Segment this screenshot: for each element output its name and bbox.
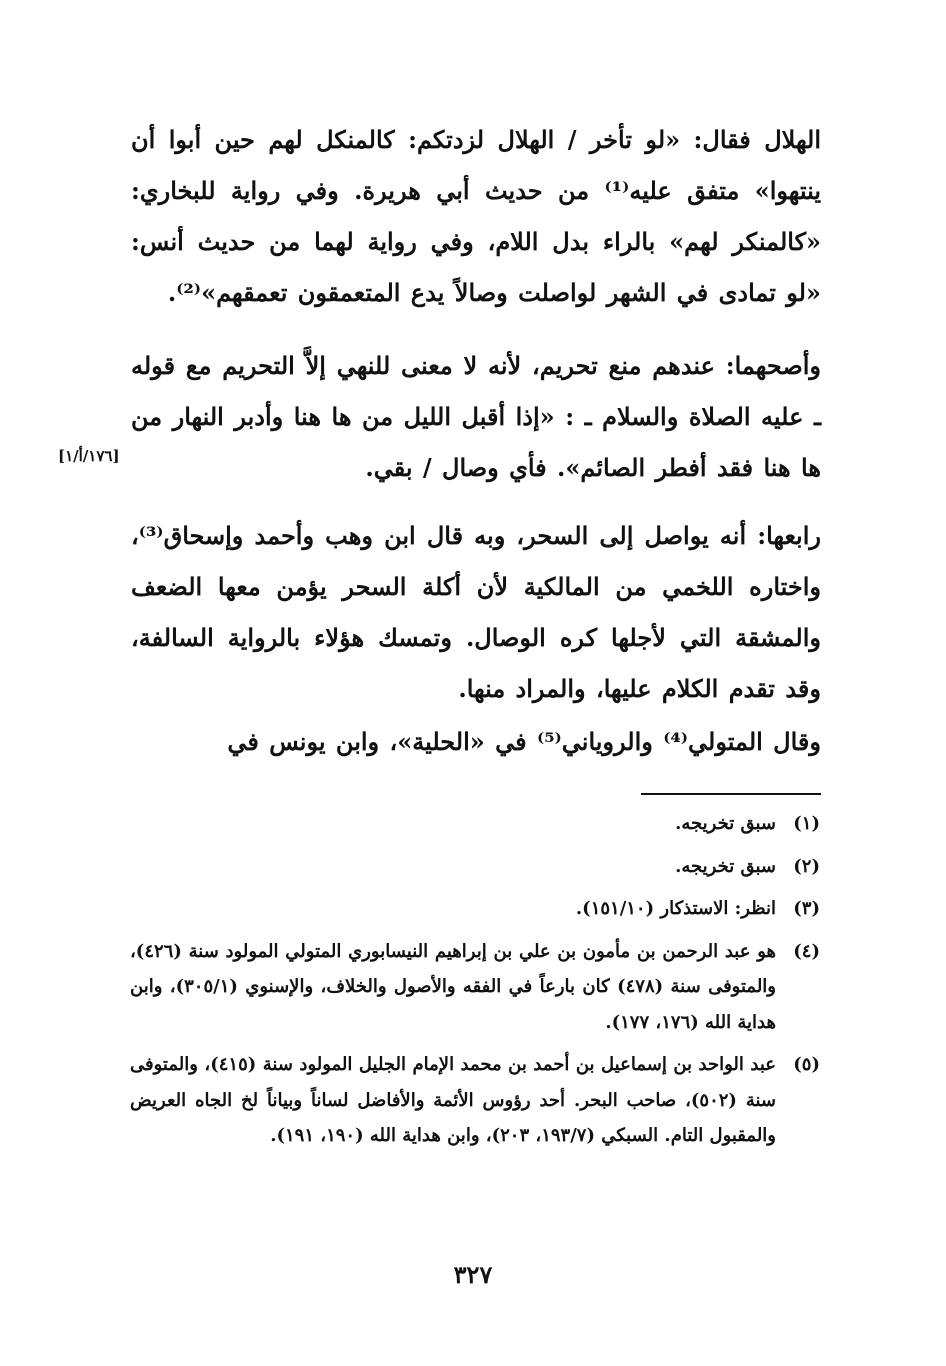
footnote-text: سبق تخريجه. [675,855,776,877]
paragraph-1: الهلال فقال: «لو تأخر / الهلال لزدتكم: كالمنكل لهم حين أبوا أن ينتهوا» متفق عليه⁽¹⁾ من حديث أبي هريرة. وفي رواية للبخاري: «كالمنكر لهم» بالراء بدل اللام، وفي رواية لهما من حديث أنس: «لو تمادى في الشهر لواصلت وصالاً يدع المتعمقون تعمقهم»⁽²⁾. [131,125,822,307]
paragraph-3: رابعها: أنه يواصل إلى السحر، وبه قال ابن وهب وأحمد وإسحاق⁽³⁾، واختاره اللخمي من المالكية لأن أكلة السحر يؤمن معها الضعف والمشقة التي لأجلها كره الوصال. وتمسك هؤلاء بالرواية السالفة، وقد تقدم الكلام عليها، والمراد منها. [131,521,821,703]
footnote-text: عبد الواحد بن إسماعيل بن أحمد بن محمد الإمام الجليل المولود سنة (٤١٥)، والمتوفى سنة (٥٠٢)، صاحب البحر. أحد رؤوس الأئمة والأفاضل لساناً وبياناً لخ الجاه العريض والمقبول التام. السبكي (١٩٣/٧، ٢٠٣)، وابن هداية الله (١٩٠، ١٩١). [130,1054,777,1146]
footnote-3 [130,891,820,927]
footnote-text: سبق تخريجه. [675,813,776,834]
margin-reference: [١٧٦/أ/١] [58,447,120,465]
footnote-number: (٤) [793,940,820,962]
footnote-5 [130,1047,820,1154]
footnote-text: انظر: الاستذكار (١٥١/١٠). [575,898,776,919]
paragraph-4: وقال المتولي⁽⁴⁾ والروياني⁽⁵⁾ في «الحلية»، وابن يونس في [227,727,821,756]
footnote-1 [130,806,820,842]
footnote-separator [641,793,821,795]
footnotes [130,806,820,1161]
footnote-number: (٢) [793,855,820,877]
footnote-2 [130,849,820,885]
footnote-4 [130,934,820,1041]
footnote-number: (١) [793,813,820,834]
footnote-number: (٣) [793,898,820,919]
footnote-text: هو عبد الرحمن بن مأمون بن علي بن إبراهيم النيسابوري المتولي المولود سنة (٤٢٦)، والمتوفى سنة (٤٧٨) كان بارعاً في الفقه والأصول والخلاف، والإسنوي (٣٠٥/١)، وابن هداية الله (١٧٦، ١٧٧). [130,940,776,1033]
page-number: ٣٢٧ [453,1260,493,1289]
paragraph-2: وأصحهما: عندهم منع تحريم، لأنه لا معنى للنهي إلاَّ التحريم مع قوله ـ عليه الصلاة والسلام ـ : «إذا أقبل الليل من ها هنا وأدبر النهار من ها هنا فقد أفطر الصائم». فأي وصال / بقي. [131,351,821,482]
footnote-number: (٥) [793,1054,820,1075]
